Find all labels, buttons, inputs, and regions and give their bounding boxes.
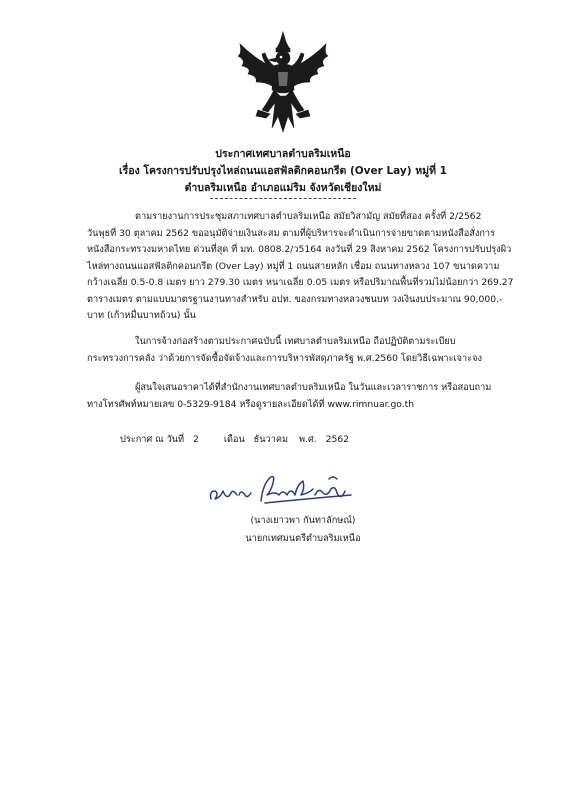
paragraph-2 xyxy=(87,334,507,367)
date-prefix: ประกาศ ณ วันที่ xyxy=(120,434,185,445)
paragraph-line: ตามรายงานการประชุมสภาเทศบาลตำบลริมเหนือ สมัยวิสามัญ สมัยที่สอง ครั้งที่ 2/2562 xyxy=(135,211,482,222)
date-month: ธันวาคม xyxy=(253,434,289,445)
announcement-location: ตำบลริมเหนือ อำเภอแม่ริม จังหวัดเชียงใหม่ xyxy=(184,182,382,194)
paragraph-line: ผู้สนใจเสนอราคาได้ที่สำนักงานเทศบาลตำบลริมเหนือ ในวันและเวลาราชการ หรือสอบถาม xyxy=(135,382,492,393)
paragraph-line: วันพุธที่ 30 ตุลาคม 2562 ขออนุมัติจ่ายเงินสะสม ตามที่ผู้บริหารจะดำเนินการจ่ายขาดตามหนังสือสั่งการ xyxy=(87,227,496,239)
paragraph-line: ไหล่ทางถนนแอสฟัลติกคอนกรีต (Over Lay) หมู่ที่ 1 ถนนสายหลัก เชื่อม ถนนทางหลวง 107 ขนาดความ xyxy=(87,260,500,272)
signatory-name: (นางเยาวพา กันทาลักษณ์) xyxy=(250,515,356,526)
paragraph-line: ทางโทรศัพท์หมายเลข 0-5329-9184 หรือดูรายละเอียดได้ที่ www.rimnuar.go.th xyxy=(87,398,415,410)
paragraph-line: ตารางเมตร ตามแบบมาตรฐานงานทางสำหรับ อปท. ของกรมทางหลวงชนบท วงเงินงบประมาณ 90,000.- xyxy=(87,293,503,305)
date-year-label: พ.ศ. xyxy=(299,434,317,445)
announcement-date xyxy=(120,432,355,447)
garuda-emblem-icon xyxy=(232,30,334,134)
title-divider xyxy=(210,198,356,199)
announcement-heading: ประกาศเทศบาลตำบลริมเหนือ xyxy=(215,148,351,160)
date-day: 2 xyxy=(193,434,199,445)
paragraph-line: กระทรวงการคลัง ว่าด้วยการจัดซื้อจัดจ้างและการบริหารพัสดุภาครัฐ พ.ศ.2560 โดยวิธีเฉพาะเจาะจง xyxy=(87,352,482,364)
handwritten-signature-icon xyxy=(205,465,365,515)
paragraph-line: ในการจ้างก่อสร้างตามประกาศฉบับนี้ เทศบาลตำบลริมเหนือ ถือปฏิบัติตามระเบียบ xyxy=(135,336,456,347)
signatory-position: นายกเทศมนตรีตำบลริมเหนือ xyxy=(245,533,361,544)
paragraph-line: กว้างเฉลี่ย 0.5-0.8 เมตร ยาว 279.30 เมตร หนาเฉลี่ย 0.05 เมตร หรือปริมาณพื้นที่รวมไม่น้อยกว่า 269.27 xyxy=(87,277,514,288)
announcement-subject: เรื่อง โครงการปรับปรุงไหล่ถนนแอสฟัลติกคอนกรีต (Over Lay) หมู่ที่ 1 xyxy=(119,165,447,177)
paragraph-1 xyxy=(87,209,514,325)
paragraph-3 xyxy=(87,380,507,413)
date-month-label: เดือน xyxy=(223,434,245,445)
paragraph-line: หนังสือกระทรวงมหาดไทย ด่วนที่สุด ที่ มท. 0808.2/ว5164 ลงวันที่ 29 สิงหาคม 2562 โครงการปรับปรุงผิว xyxy=(87,244,512,255)
paragraph-line: บาท (เก้าหมื่นบาทถ้วน) นั้น xyxy=(87,310,196,321)
date-year: 2562 xyxy=(325,434,350,445)
